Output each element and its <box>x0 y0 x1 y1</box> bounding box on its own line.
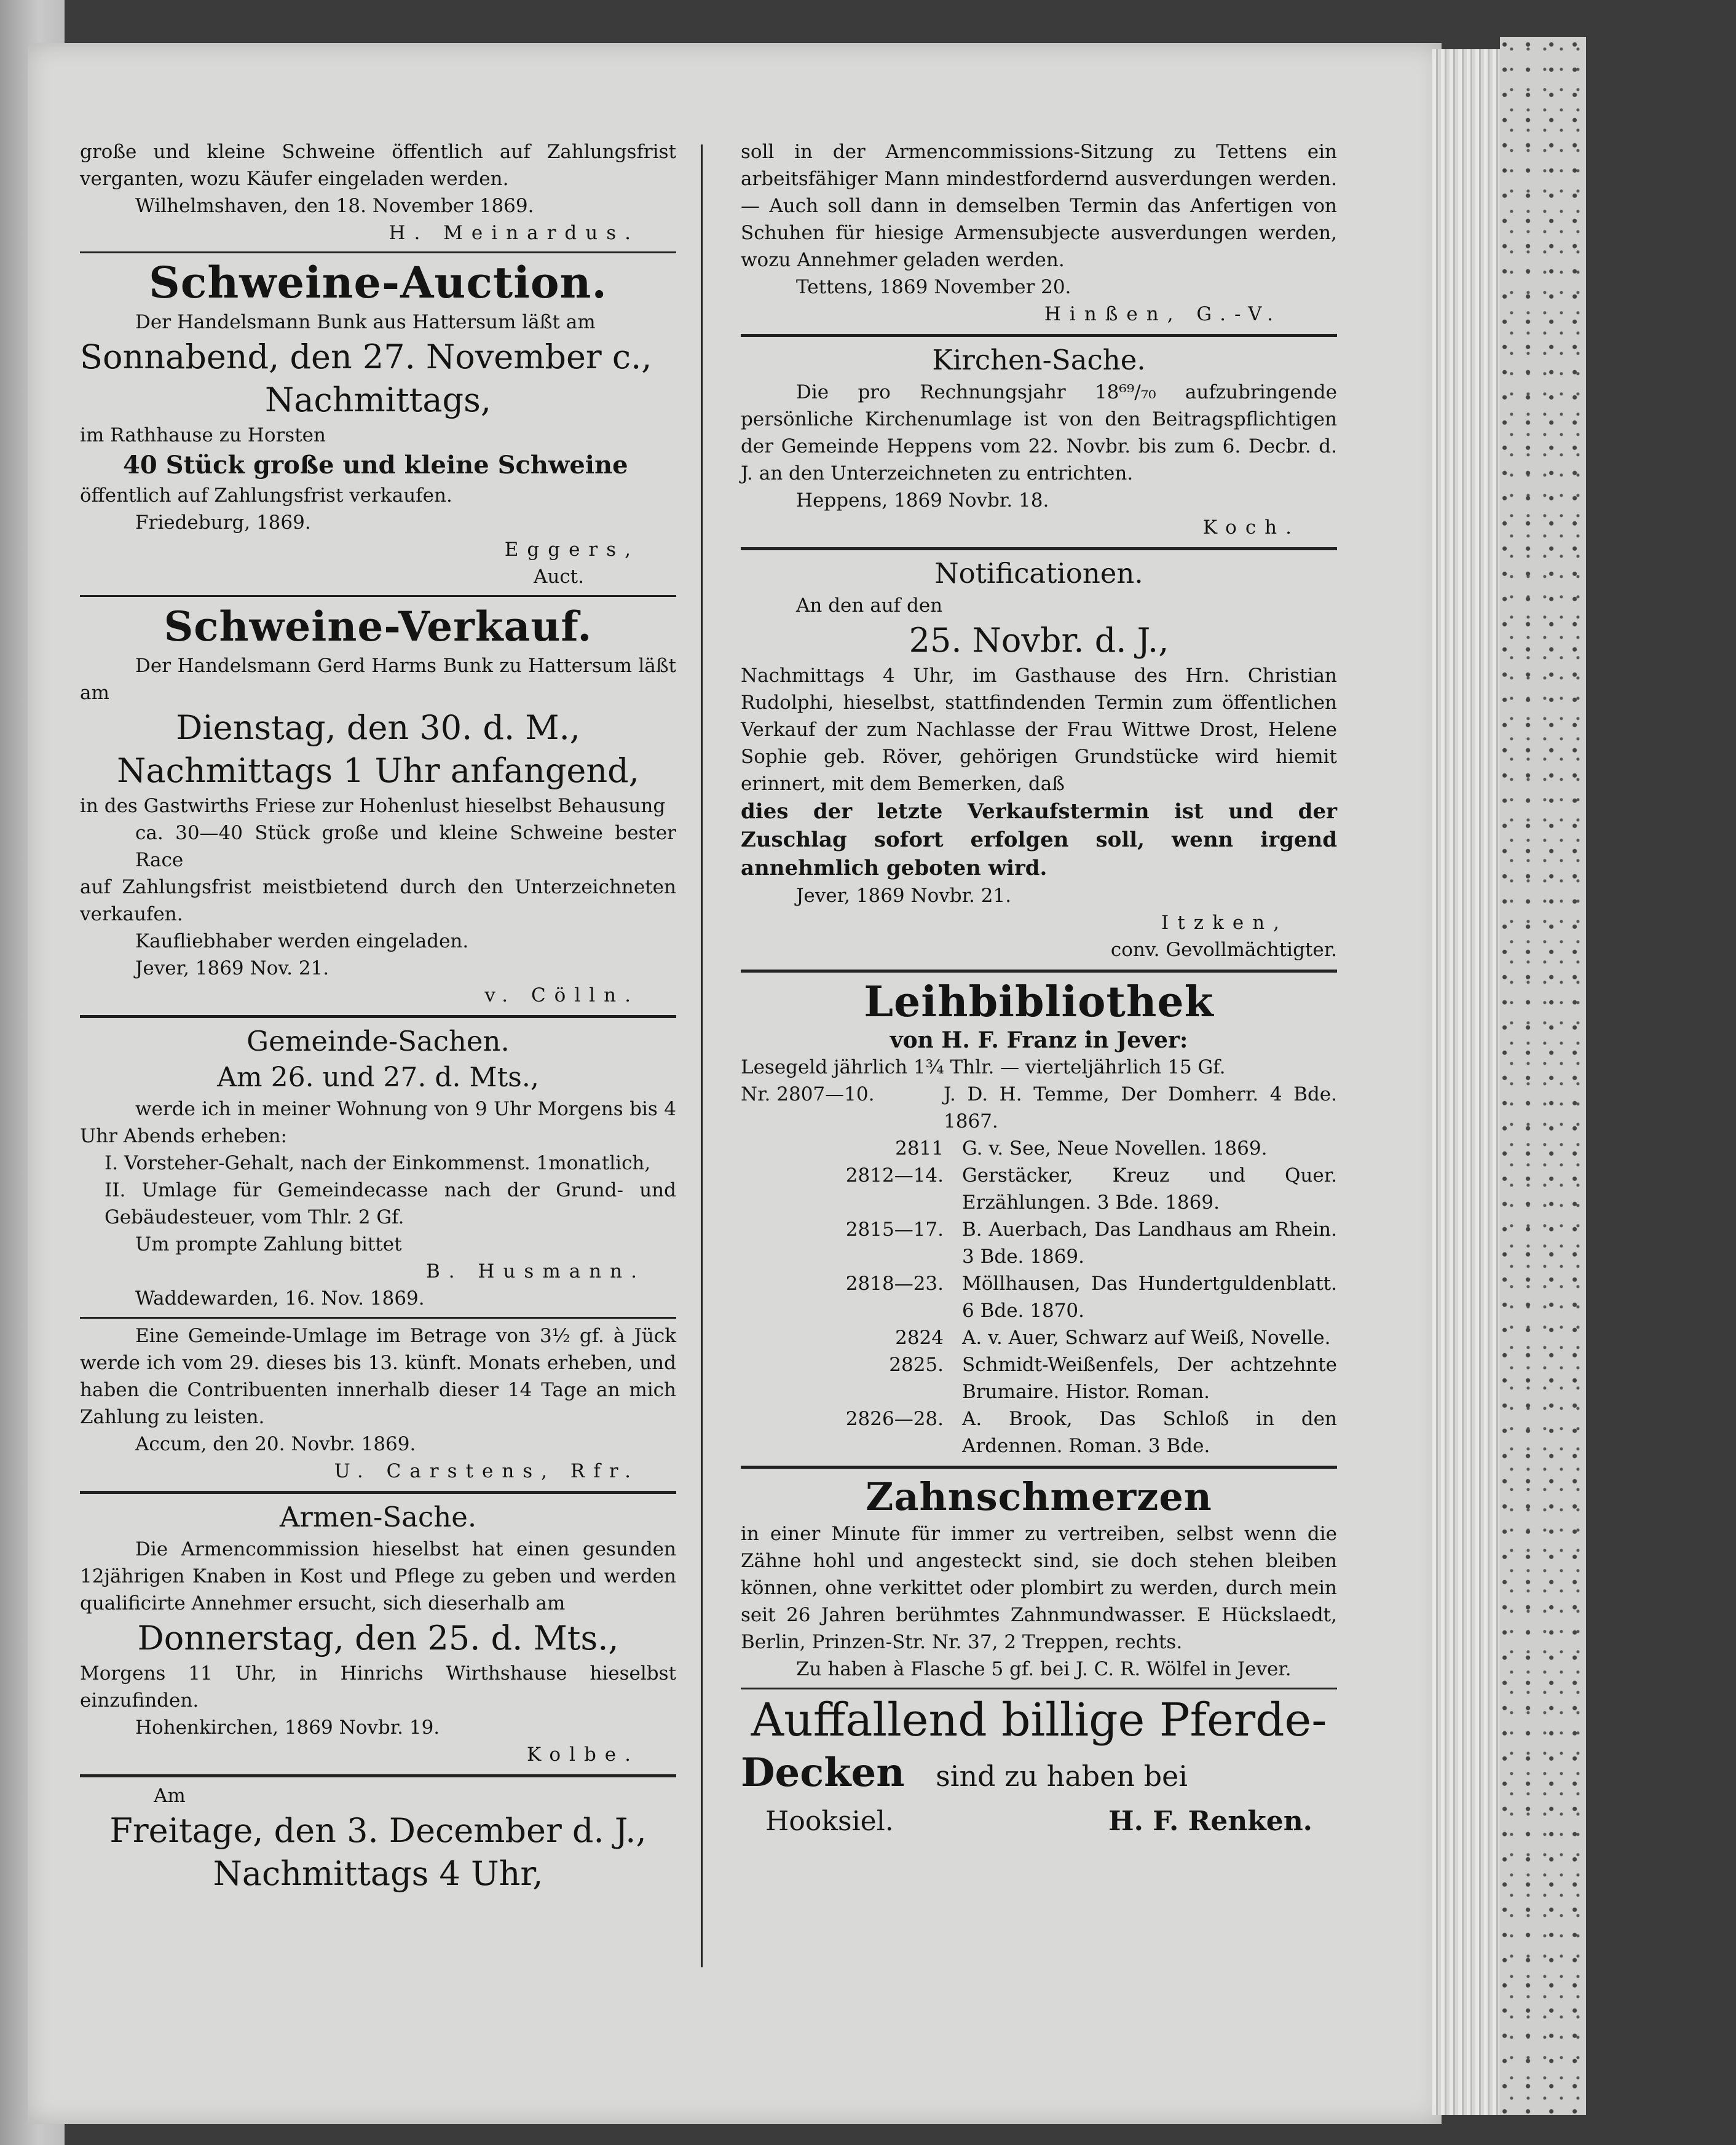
ad-line-large: Freitage, den 3. December d. J., <box>109 1811 647 1850</box>
ad-line-large: Nachmittags 1 Uhr anfangend, <box>117 751 639 790</box>
ad-line-large: 25. Novbr. d. J., <box>909 621 1169 660</box>
book-title: G. v. See, Neue Novellen. 1869. <box>962 1137 1268 1159</box>
ad-line: sind zu haben bei <box>936 1760 1188 1793</box>
ad-signature-title: conv. Gevollmächtigter. <box>1110 939 1337 961</box>
ad-line: Der Handelsmann Bunk aus Hattersum läßt am <box>135 311 596 333</box>
ad-signature: B. Husmann. <box>425 1260 645 1282</box>
ad-title: Auffallend billige Pferde- <box>751 1694 1327 1747</box>
separator <box>80 1317 676 1319</box>
ad-signature: Kolbe. <box>527 1744 639 1766</box>
separator <box>741 970 1337 973</box>
ad-line: Kaufliebhaber werden eingeladen. <box>135 930 469 952</box>
ad-line: Am <box>154 1785 186 1807</box>
ad-line: An den auf den <box>796 595 943 617</box>
ad-schweine-auction <box>80 257 676 590</box>
right-column <box>741 138 1337 1841</box>
ad-signature: Koch. <box>1202 516 1300 539</box>
ad-title: Notificationen. <box>934 557 1143 590</box>
book-number: 2812—14. <box>845 1164 944 1187</box>
ad-line: Um prompte Zahlung bittet <box>135 1233 402 1255</box>
ad-armen-sache <box>80 1499 676 1768</box>
ad-line: Lesegeld jährlich 1¾ Thlr. — vierteljährlich 15 Gf. <box>741 1056 1226 1078</box>
book-list-item <box>741 1135 1337 1162</box>
book-number: 2825. <box>889 1354 944 1376</box>
ad-footer <box>741 1802 1337 1841</box>
marbled-endpaper <box>1500 37 1586 2115</box>
ad-title: Kirchen-Sache. <box>932 344 1146 376</box>
ad-signature-title: Auct. <box>533 566 584 588</box>
ad-leihbibliothek <box>741 978 1337 1460</box>
ad-title: Schweine-Verkauf. <box>164 602 593 650</box>
book-list-item <box>741 1162 1337 1216</box>
ad-tettens <box>741 138 1337 328</box>
ad-date: Tettens, 1869 November 20. <box>796 276 1071 298</box>
ad-zahnschmerzen <box>741 1474 1337 1683</box>
ad-line: auf Zahlungsfrist meistbietend durch den Unterzeichneten verkaufen. <box>80 876 676 925</box>
separator <box>80 595 676 597</box>
ad-freitage <box>80 1782 676 1895</box>
ad-line-large: Nachmittags 4 Uhr, <box>213 1854 543 1893</box>
ad-text: Die pro Rechnungsjahr 18⁶⁹/₇₀ aufzubringende persönliche Kirchenumlage ist von den Beitragspflichtigen der Gemeinde Heppens vom 22. Novbr. bis zum 6. Decbr. d. J. an den Unterzeichneten zu entrichten. <box>741 381 1337 484</box>
book-title: Möllhausen, Das Hundertguldenblatt. 6 Bde. 1870. <box>962 1273 1337 1322</box>
book-title: Schmidt-Weißenfels, Der achtzehnte Brumaire. Histor. Roman. <box>962 1354 1337 1403</box>
ad-keyword: Decken <box>741 1750 905 1796</box>
ad-signature: Eggers, <box>504 539 639 561</box>
ad-line: Morgens 11 Uhr, in Hinrichs Wirthshause hieselbst einzufinden. <box>80 1662 676 1712</box>
ad-line-bold: 40 Stück große und kleine Schweine <box>123 451 628 480</box>
ad-line-large: Nachmittags, <box>265 381 491 419</box>
separator <box>741 1466 1337 1469</box>
ad-date: Waddewarden, 16. Nov. 1869. <box>135 1287 425 1310</box>
ad-place: Hooksiel. <box>765 1806 894 1837</box>
book-list-item <box>741 1270 1337 1324</box>
book-number: 2818—23. <box>845 1273 944 1295</box>
book-number: 2826—28. <box>845 1408 944 1430</box>
ad-line-large: Am 26. und 27. d. Mts., <box>217 1062 539 1093</box>
ad-line-large: Dienstag, den 30. d. M., <box>176 708 580 747</box>
book-number: 2815—17. <box>845 1219 944 1241</box>
ad-gemeinde-umlage <box>80 1322 676 1485</box>
left-column <box>80 138 676 1895</box>
book-title: J. D. H. Temme, Der Domherr. 4 Bde. 1867. <box>944 1083 1337 1132</box>
ad-date: Jever, 1869 Nov. 21. <box>135 957 329 979</box>
book-list-item <box>741 1324 1337 1351</box>
ad-line: II. Umlage für Gemeindecasse nach der Grund- und Gebäudesteuer, vom Thlr. 2 Gf. <box>105 1179 676 1228</box>
ad-signature: Hinßen, G.-V. <box>1044 303 1282 325</box>
ad-signature: H. Meinardus. <box>389 222 639 244</box>
ad-line: werde ich in meiner Wohnung von 9 Uhr Morgens bis 4 Uhr Abends erheben: <box>80 1098 676 1147</box>
ad-signature: U. Carstens, Rfr. <box>334 1460 639 1482</box>
separator <box>741 547 1337 550</box>
ad-title: Zahnschmerzen <box>866 1474 1212 1519</box>
ad-signature: H. F. Renken. <box>1108 1806 1312 1837</box>
book-title: A. v. Auer, Schwarz auf Weiß, Novelle. <box>962 1327 1331 1349</box>
ad-line: öffentlich auf Zahlungsfrist verkaufen. <box>80 484 452 507</box>
book-list-item <box>741 1081 1337 1135</box>
ad-text: Eine Gemeinde-Umlage im Betrage von 3½ gf. à Jück werde ich vom 29. dieses bis 13. künft. Monats erheben, und haben die Contribuenten innerhalb dieser 14 Tage an mich Zahlung zu leisten. <box>80 1325 676 1428</box>
column-divider <box>701 144 703 1967</box>
ad-text: Zu haben à Flasche 5 gf. bei J. C. R. Wölfel in Jever. <box>796 1658 1292 1680</box>
book-list-item <box>741 1405 1337 1460</box>
ad-notificationen <box>741 555 1337 963</box>
ad-text-bold: dies der letzte Verkaufstermin ist und der Zuschlag sofort erfolgen soll, wenn irgend annehmlich geboten wird. <box>741 799 1337 880</box>
ad-date: Hohenkirchen, 1869 Novbr. 19. <box>135 1716 440 1739</box>
ad-text: Nachmittags 4 Uhr, im Gasthause des Hrn. Christian Rudolphi, hieselbst, stattfindenden Termin zum öffentlichen Verkauf der zum Nachlasse der Frau Wittwe Drost, Helene Sophie geb. Röver, gehörigen Grundstücke wird hiemit erinnert, mit dem Bemerken, daß <box>741 665 1337 795</box>
ad-date: Wilhelmshaven, den 18. November 1869. <box>135 195 534 217</box>
ad-date: Accum, den 20. Novbr. 1869. <box>135 1433 416 1455</box>
separator <box>80 251 676 253</box>
separator <box>80 1015 676 1018</box>
book-title: Gerstäcker, Kreuz und Quer. Erzählungen. 3 Bde. 1869. <box>962 1164 1337 1214</box>
ad-line: in des Gastwirths Friese zur Hohenlust hieselbst Behausung <box>80 795 666 817</box>
book-title: B. Auerbach, Das Landhaus am Rhein. 3 Bde. 1869. <box>962 1219 1337 1268</box>
separator <box>741 334 1337 337</box>
book-number: Nr. 2807—10. <box>741 1083 875 1105</box>
ad-line-large: Sonnabend, den 27. November c., <box>80 338 652 376</box>
ad-date: Jever, 1869 Novbr. 21. <box>796 885 1012 907</box>
book-title: A. Brook, Das Schloß in den Ardennen. Roman. 3 Bde. <box>962 1408 1337 1457</box>
ad-line-large: Donnerstag, den 25. d. Mts., <box>137 1619 619 1657</box>
separator <box>741 1688 1337 1689</box>
ad-title: Leihbibliothek <box>864 978 1214 1027</box>
book-list-item <box>741 1216 1337 1270</box>
book-list <box>741 1081 1337 1460</box>
ad-subtitle: von H. F. Franz in Jever: <box>890 1027 1188 1053</box>
separator <box>80 1491 676 1494</box>
ad-title: Armen-Sache. <box>279 1501 477 1533</box>
ad-kirchen-sache <box>741 342 1337 541</box>
ad-signature: Itzken, <box>1161 912 1288 934</box>
ad-title: Schweine-Auction. <box>149 257 607 308</box>
ad-wilhelmshaven <box>80 138 676 247</box>
ad-schweine-verkauf <box>80 601 676 1009</box>
ad-text: Die Armencommission hieselbst hat einen gesunden 12jährigen Knaben in Kost und Pflege zu geben und werden qualificirte Annehmer ersucht, sich dieserhalb am <box>80 1538 676 1614</box>
page-stack-edge <box>1432 49 1500 2115</box>
ad-date: Friedeburg, 1869. <box>135 512 311 534</box>
ad-signature: v. Cölln. <box>484 984 639 1006</box>
ad-date: Heppens, 1869 Novbr. 18. <box>796 489 1049 512</box>
ad-text: große und kleine Schweine öffentlich auf Zahlungsfrist verganten, wozu Käufer eingeladen werden. <box>80 141 676 190</box>
ad-line: ca. 30—40 Stück große und kleine Schweine bester Race <box>135 822 676 871</box>
ad-text: in einer Minute für immer zu vertreiben, selbst wenn die Zähne hohl und angesteckt sind, sie doch stehen bleiben können, ohne verkittet oder plombirt zu werden, durch mein seit 26 Jahren berühmtes Zahnmundwasser. E Hückslaedt, Berlin, Prinzen-Str. Nr. 37, 2 Treppen, rechts. <box>741 1523 1337 1653</box>
ad-title: Gemeinde-Sachen. <box>247 1025 510 1057</box>
ad-gemeinde-sachen <box>80 1023 676 1312</box>
ad-line: Der Handelsmann Gerd Harms Bunk zu Hattersum läßt am <box>80 655 676 704</box>
book-number: 2824 <box>895 1327 944 1349</box>
ad-line: im Rathhause zu Horsten <box>80 424 326 446</box>
separator <box>80 1774 676 1777</box>
book-number: 2811 <box>895 1137 944 1159</box>
ad-text: soll in der Armencommissions-Sitzung zu Tettens ein arbeitsfähiger Mann mindestfordernd ausverdungen werden. — Auch soll dann in demselben Termin das Anfertigen von Schuhen für hiesige Armensubjecte ausverdungen werden, wozu Annehmer geladen werden. <box>741 141 1337 271</box>
ad-pferdedecken <box>741 1693 1337 1841</box>
book-list-item <box>741 1351 1337 1405</box>
ad-line: I. Vorsteher-Gehalt, nach der Einkommenst. 1monatlich, <box>105 1152 651 1174</box>
ad-line-large <box>741 1747 1337 1802</box>
